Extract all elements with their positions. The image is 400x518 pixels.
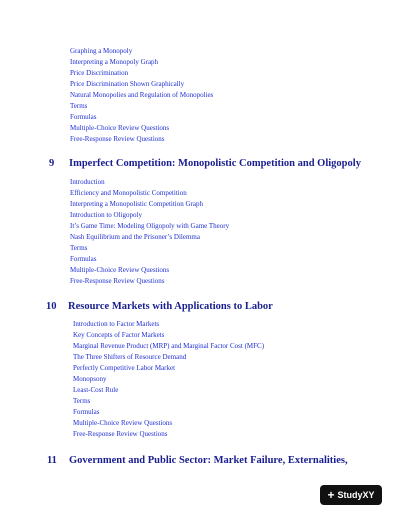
toc-link[interactable]: Introduction: [70, 178, 105, 186]
toc-link[interactable]: Terms: [73, 397, 91, 405]
toc-link[interactable]: Efficiency and Monopolistic Competition: [70, 189, 187, 197]
toc-link[interactable]: Interpreting a Monopoly Graph: [70, 58, 159, 66]
toc-link[interactable]: Natural Monopolies and Regulation of Monopolies: [70, 91, 214, 99]
chapter-number: 11: [47, 455, 57, 466]
toc-link[interactable]: The Three Shifters of Resource Demand: [73, 353, 187, 361]
toc-link[interactable]: Formulas: [70, 255, 97, 263]
chapter-number: 10: [46, 301, 57, 312]
toc-link[interactable]: Price Discrimination: [70, 69, 129, 77]
chapter-number: 9: [49, 158, 55, 169]
toc-link[interactable]: Multiple-Choice Review Questions: [73, 419, 173, 427]
chapter-title: Government and Public Sector: Market Failure, Externalities,: [69, 455, 348, 466]
badge-text: StudyXY: [337, 490, 375, 500]
toc-link[interactable]: Introduction to Factor Markets: [73, 320, 160, 328]
toc-link[interactable]: Terms: [70, 102, 88, 110]
plus-icon: +: [327, 488, 335, 502]
toc-link[interactable]: Nash Equilibrium and the Prisoner’s Dilemma: [70, 233, 200, 241]
toc-link[interactable]: Least-Cost Rule: [73, 386, 119, 394]
toc-link[interactable]: Introduction to Oligopoly: [70, 211, 142, 219]
toc-link[interactable]: Free-Response Review Questions: [70, 277, 165, 285]
toc-link[interactable]: Terms: [70, 244, 88, 252]
chapter-title: Resource Markets with Applications to Labor: [68, 301, 273, 312]
toc-link[interactable]: Free-Response Review Questions: [70, 135, 165, 143]
toc-link[interactable]: Price Discrimination Shown Graphically: [70, 80, 185, 88]
toc-link[interactable]: Perfectly Competitive Labor Market: [73, 364, 176, 372]
toc-link[interactable]: Key Concepts of Factor Markets: [73, 331, 165, 339]
chapter-title: Imperfect Competition: Monopolistic Competition and Oligopoly: [69, 158, 361, 169]
toc-link[interactable]: Free-Response Review Questions: [73, 430, 168, 438]
toc-link[interactable]: Marginal Revenue Product (MRP) and Marginal Factor Cost (MFC): [73, 342, 265, 350]
toc-link[interactable]: Multiple-Choice Review Questions: [70, 124, 170, 132]
toc-link[interactable]: Monopsony: [73, 375, 107, 383]
studyxy-badge[interactable]: [320, 485, 382, 505]
toc-link[interactable]: Graphing a Monopoly: [70, 47, 133, 55]
toc-link[interactable]: Multiple-Choice Review Questions: [70, 266, 170, 274]
toc-link[interactable]: It’s Game Time: Modeling Oligopoly with Game Theory: [70, 222, 230, 230]
toc-link[interactable]: Interpreting a Monopolistic Competition Graph: [70, 200, 203, 208]
toc-link[interactable]: Formulas: [70, 113, 97, 121]
toc-link[interactable]: Formulas: [73, 408, 100, 416]
